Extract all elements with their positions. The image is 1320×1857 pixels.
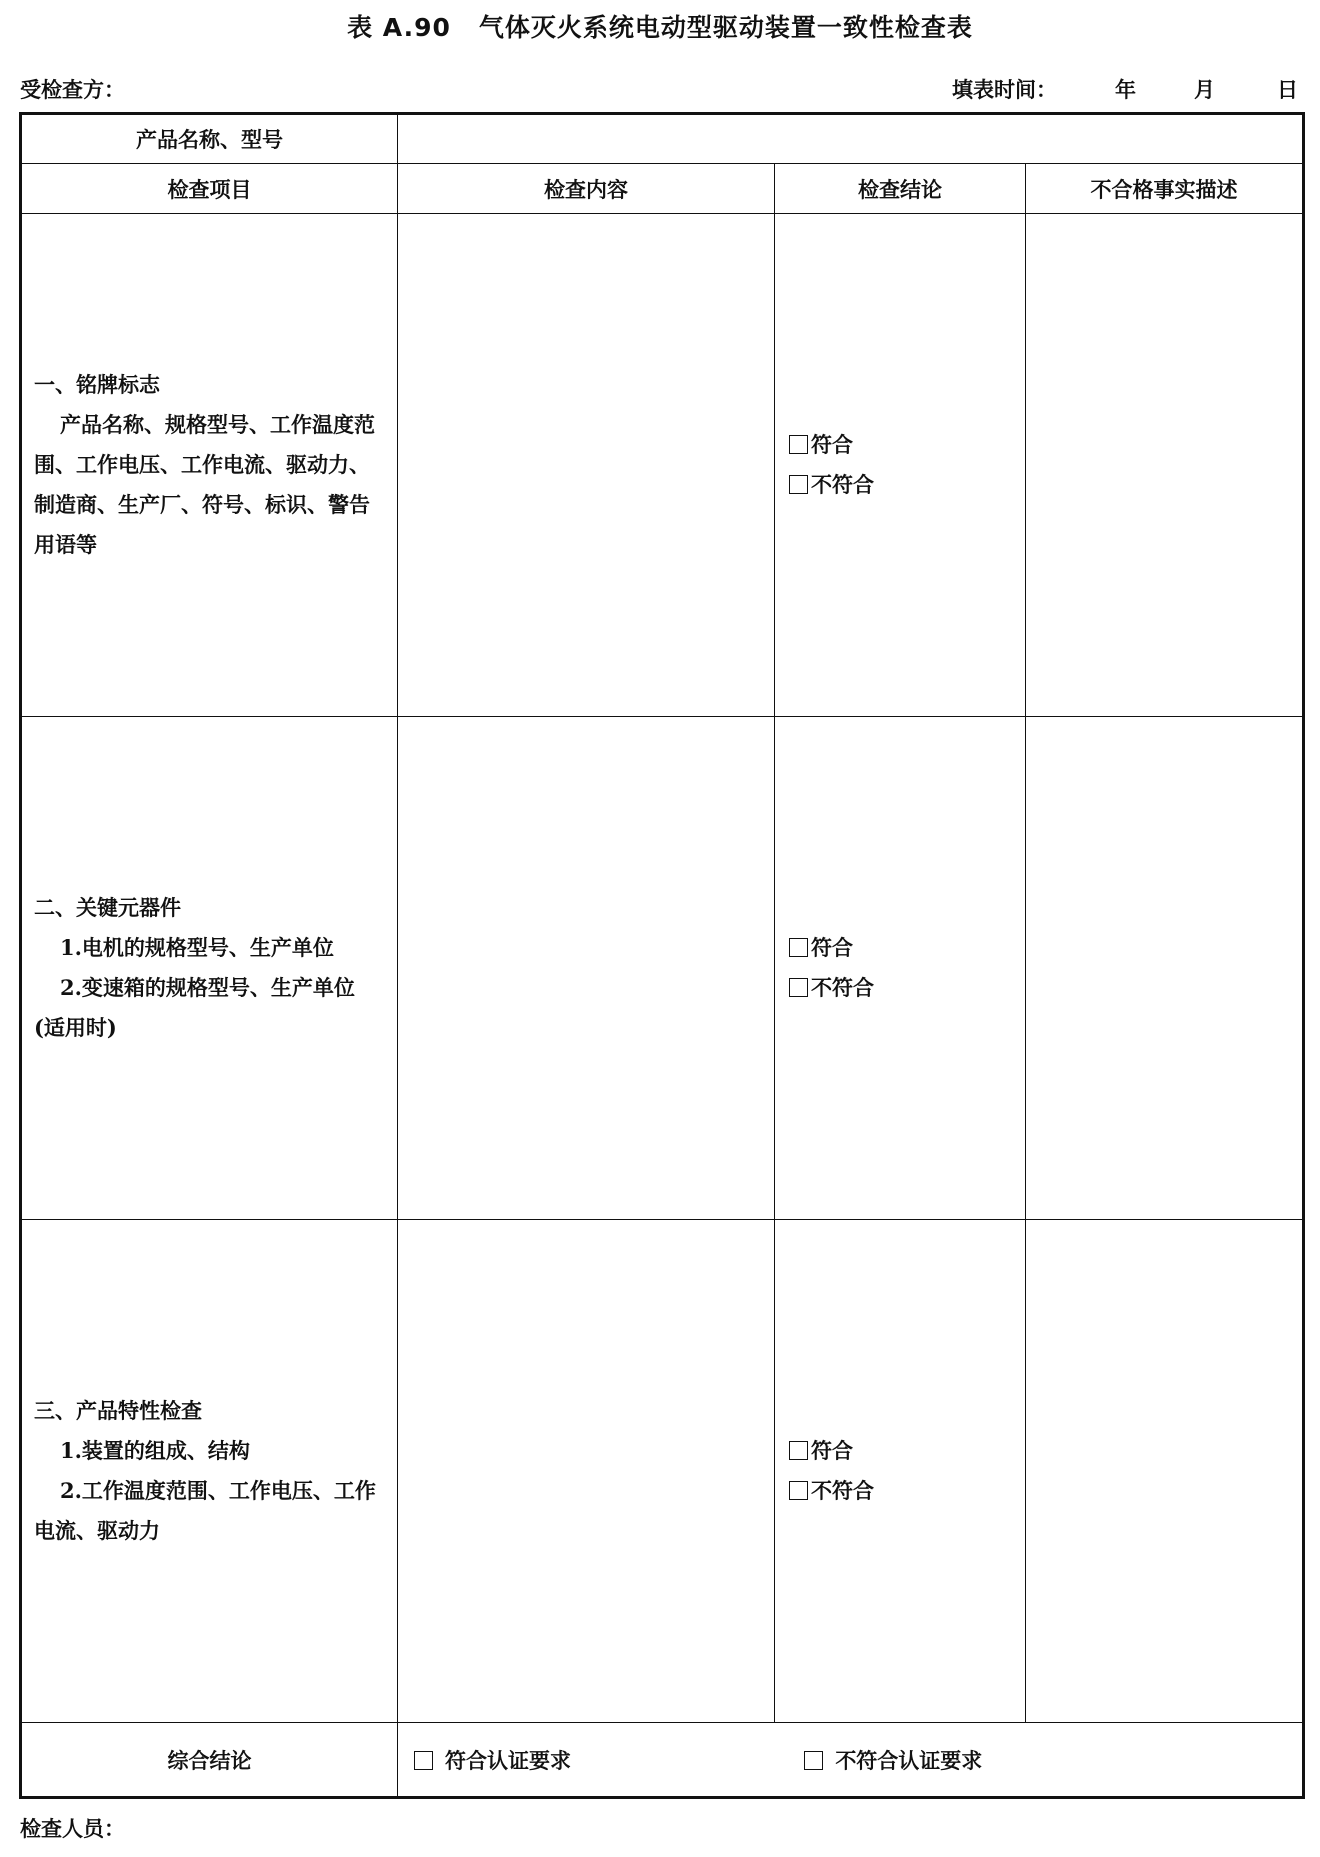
pass-label: 符合: [811, 432, 853, 457]
overall-label: 综合结论: [21, 1723, 398, 1798]
item-line: 2.工作温度范围、工作电压、工作电流、驱动力: [34, 1478, 376, 1543]
item-product-characteristics: [21, 1220, 398, 1723]
table-row: [21, 717, 1304, 1220]
content-field[interactable]: [398, 214, 775, 717]
item-title: 三、产品特性检查: [34, 1398, 202, 1423]
table-code: 表 A.90: [347, 13, 451, 42]
fill-time-label: 填表时间：: [952, 77, 1057, 102]
form-title: [0, 8, 1320, 44]
checkbox-icon[interactable]: [804, 1751, 823, 1770]
table-row: [21, 214, 1304, 717]
overall-row: [21, 1723, 1304, 1798]
checkbox-icon[interactable]: [789, 1441, 808, 1460]
item-line: 产品名称、规格型号、工作温度范围、工作电压、工作电流、驱动力、制造商、生产厂、符号、标识、警告用语等: [34, 412, 375, 557]
overall-pass-option[interactable]: [414, 1748, 571, 1773]
checkbox-icon[interactable]: [789, 978, 808, 997]
checkbox-icon[interactable]: [789, 938, 808, 957]
fail-option[interactable]: [789, 465, 1025, 505]
pass-option[interactable]: [789, 425, 1025, 465]
fail-option[interactable]: [789, 1471, 1025, 1511]
header-description: 不合格事实描述: [1026, 164, 1304, 214]
fail-label: 不符合: [811, 472, 874, 497]
checkbox-icon[interactable]: [789, 1481, 808, 1500]
item-title: 一、铭牌标志: [34, 372, 160, 397]
pass-label: 符合: [811, 935, 853, 960]
inspected-party-label: 受检查方：: [20, 77, 125, 102]
fail-label: 不符合: [811, 975, 874, 1000]
item-key-components: [21, 717, 398, 1220]
checkbox-icon[interactable]: [789, 435, 808, 454]
content-field[interactable]: [398, 717, 775, 1220]
fill-time: [952, 74, 1298, 104]
product-name-label: 产品名称、型号: [21, 114, 398, 164]
fail-label: 不符合: [811, 1478, 874, 1503]
header-row: [21, 164, 1304, 214]
header-item: 检查项目: [21, 164, 398, 214]
description-field[interactable]: [1026, 1220, 1304, 1723]
item-title: 二、关键元器件: [34, 895, 181, 920]
content-field[interactable]: [398, 1220, 775, 1723]
overall-pass-label: 符合认证要求: [445, 1747, 571, 1773]
description-field[interactable]: [1026, 214, 1304, 717]
checkbox-icon[interactable]: [789, 475, 808, 494]
conclusion-cell: [775, 214, 1026, 717]
day-label: 日: [1277, 77, 1298, 102]
product-name-row: [21, 114, 1304, 164]
item-line: 1.装置的组成、结构: [60, 1438, 250, 1463]
table-row: [21, 1220, 1304, 1723]
conclusion-cell: [775, 1220, 1026, 1723]
item-nameplate: [21, 214, 398, 717]
table-name: 气体灭火系统电动型驱动装置一致性检查表: [478, 13, 973, 42]
inspection-table: [19, 112, 1305, 1799]
pass-label: 符合: [811, 1438, 853, 1463]
pass-option[interactable]: [789, 1431, 1025, 1471]
month-label: 月: [1194, 77, 1215, 102]
overall-fail-label: 不符合认证要求: [835, 1747, 983, 1773]
item-line: 2.变速箱的规格型号、生产单位(适用时): [34, 975, 355, 1040]
pass-option[interactable]: [789, 928, 1025, 968]
description-field[interactable]: [1026, 717, 1304, 1220]
conclusion-cell: [775, 717, 1026, 1220]
header-content: 检查内容: [398, 164, 775, 214]
overall-options: [398, 1723, 1304, 1798]
overall-fail-option[interactable]: [804, 1748, 982, 1773]
header-conclusion: 检查结论: [775, 164, 1026, 214]
checkbox-icon[interactable]: [414, 1751, 433, 1770]
year-label: 年: [1115, 77, 1136, 102]
inspector-label: 检查人员：: [20, 1816, 125, 1841]
fail-option[interactable]: [789, 968, 1025, 1008]
product-name-field[interactable]: [398, 114, 1304, 164]
item-line: 1.电机的规格型号、生产单位: [60, 935, 334, 960]
